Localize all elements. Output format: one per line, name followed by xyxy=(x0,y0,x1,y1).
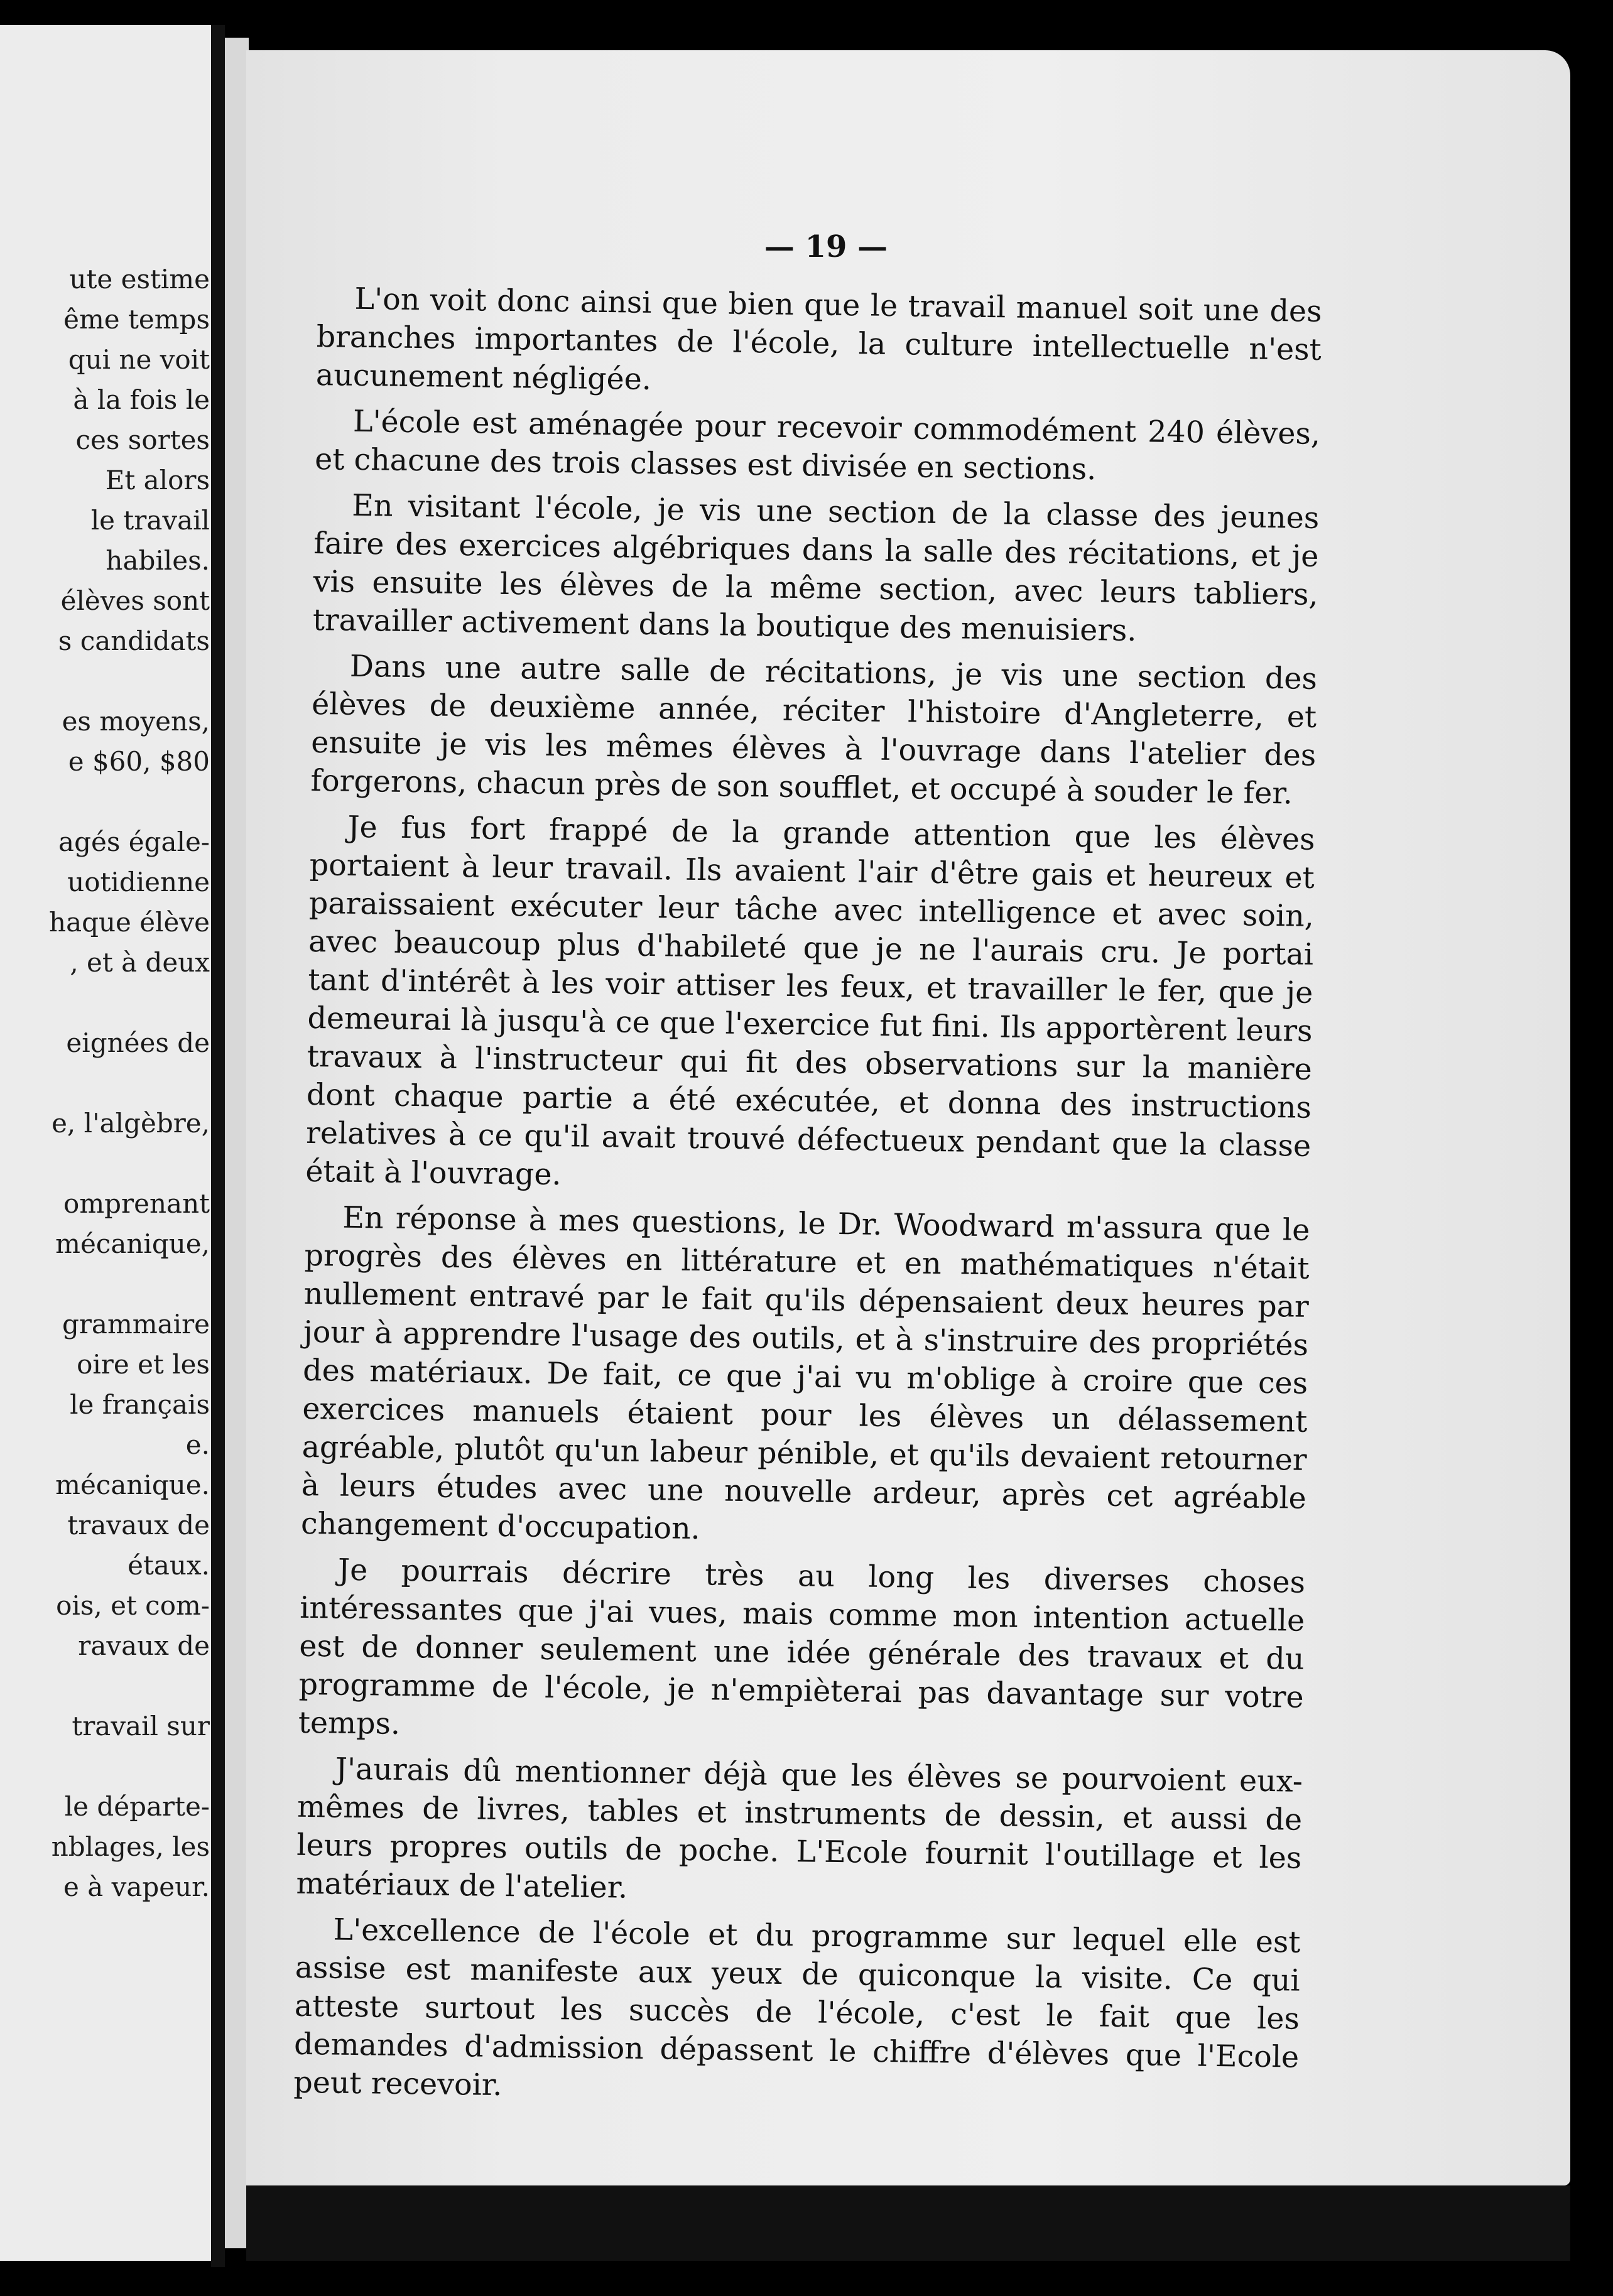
left-page-line: s candidats xyxy=(58,625,210,656)
left-page-line: élèves sont xyxy=(60,585,210,616)
binding-divider xyxy=(211,25,225,2267)
paragraph: L'école est aménagée pour recevoir commodément 240 élèves, et chacune des trois classes est divisée en sections. xyxy=(314,404,1321,487)
left-page-line: es moyens, xyxy=(62,706,210,737)
left-page-line: Et alors xyxy=(105,465,210,495)
left-page-line: agés égale- xyxy=(58,826,210,857)
left-page-line: le départe- xyxy=(64,1791,210,1822)
left-page-line: ravaux de xyxy=(78,1630,210,1661)
left-page-line: étaux. xyxy=(128,1550,210,1581)
left-page-line: qui ne voit xyxy=(68,344,210,375)
left-page-line: oire et les xyxy=(77,1349,210,1380)
left-page-line: ute estime xyxy=(69,264,210,295)
left-page-line: à la fois le xyxy=(73,384,210,415)
left-page-line: travail sur xyxy=(72,1711,210,1741)
left-page-line: ois, et com- xyxy=(56,1590,210,1621)
left-page-line: mécanique. xyxy=(55,1470,210,1500)
left-page-line: travaux de xyxy=(67,1510,210,1541)
paragraph: Je pourrais décrire très au long les diverses choses intéressantes que j'ai vues, mais comme mon intention actuelle est de donner seulement une idée générale des travaux et du programme de l'école, je n'empièterai pas davantage sur votre temps. xyxy=(298,1552,1306,1741)
left-page-line: mécanique, xyxy=(55,1228,210,1259)
page-number: — 19 — xyxy=(764,229,888,264)
paragraph: Je fus fort frappé de la grande attention que les élèves portaient à leur travail. Ils avaient l'air d'être gais et heureux et paraissaient exécuter leur tâche avec intelligence et avec soin, avec beaucoup plus d'habileté que je ne l'aurais cru. Je portai tant d'intérêt à les voir attiser les feux, et travailler le fer, que je demeurai là jusqu'à ce que l'exercice fut fini. Ils apportèrent leurs travaux à l'instructeur qui fit des observations sur la manière dont chaque partie a été exécutée, et donna des instructions relatives à ce qu'il avait trouvé défectueux pendant que la classe était à l'ouvrage. xyxy=(305,810,1315,1193)
left-page-line: omprenant xyxy=(63,1188,210,1219)
left-page-line: le travail xyxy=(90,505,210,536)
left-page xyxy=(0,25,214,2261)
paragraph: Dans une autre salle de récitations, je vis une section des élèves de deuxième année, réciter l'histoire d'Angleterre, et ensuite je vis les mêmes élèves à l'ouvrage dans l'atelier des forgerons, chacun près de son soufflet, et occupé à souder le fer. xyxy=(310,649,1318,811)
paragraph: J'aurais dû mentionner déjà que les élèves se pourvoient eux-mêmes de livres, tables et instruments de dessin, et aussi de leurs propres outils de poche. L'Ecole fournit l'outillage et les matériaux de l'atelier. xyxy=(296,1752,1303,1905)
paragraph: En réponse à mes questions, le Dr. Woodward m'assura que le progrès des élèves en littérature et en mathématiques n'était nullement entravé par le fait qu'ils dépensaient deux heures par jour à apprendre l'usage des outils, et à s'instruire des propriétés des matériaux. De fait, ce que j'ai vu m'oblige à croire que ces exercices manuels étaient pour les élèves un délassement agréable, plutôt qu'un labeur pénible, et qu'ils devaient retourner à leurs études avec une nouvelle ardeur, après cet agréable changement d'occupation. xyxy=(300,1200,1310,1547)
left-page-line: uotidienne xyxy=(67,867,210,897)
page-gutter xyxy=(225,38,249,2248)
left-page-line: e. xyxy=(185,1429,210,1460)
bottom-shadow xyxy=(246,2185,1570,2261)
paragraph: L'on voit donc ainsi que bien que le travail manuel soit une des branches importantes de l'école, la culture intellectuelle n'est aucunement négligée. xyxy=(315,281,1322,397)
left-page-line: e, l'algèbre, xyxy=(52,1108,210,1139)
left-page-line: grammaire xyxy=(62,1309,210,1340)
left-page-line: eignées de xyxy=(66,1027,210,1058)
left-page-line: ême temps xyxy=(63,304,210,335)
paragraph: L'excellence de l'école et du programme sur lequel elle est assise est manifeste aux yeux de quiconque la visite. Ce qui atteste surtout les succès de l'école, c'est le fait que les demandes d'admission dépassent le chiffre d'élèves que l'Ecole peut recevoir. xyxy=(293,1912,1301,2103)
left-page-line: , et à deux xyxy=(70,947,210,978)
left-page-line: le français xyxy=(70,1389,210,1420)
left-page-line: nblages, les xyxy=(51,1831,210,1862)
left-page-line: habiles. xyxy=(106,545,210,576)
paragraph: En visitant l'école, je vis une section de la classe des jeunes faire des exercices algébriques dans la salle des récitations, et je vis ensuite les élèves de la même section, avec leurs tabliers, travailler activement dans la boutique des menuisiers. xyxy=(312,488,1320,649)
body-text xyxy=(293,279,1322,2123)
left-page-line: ces sortes xyxy=(75,425,210,455)
left-page-line: haque élève xyxy=(49,907,210,938)
left-page-line: e à vapeur. xyxy=(63,1871,210,1902)
left-page-line: e $60, $80 xyxy=(68,746,210,777)
